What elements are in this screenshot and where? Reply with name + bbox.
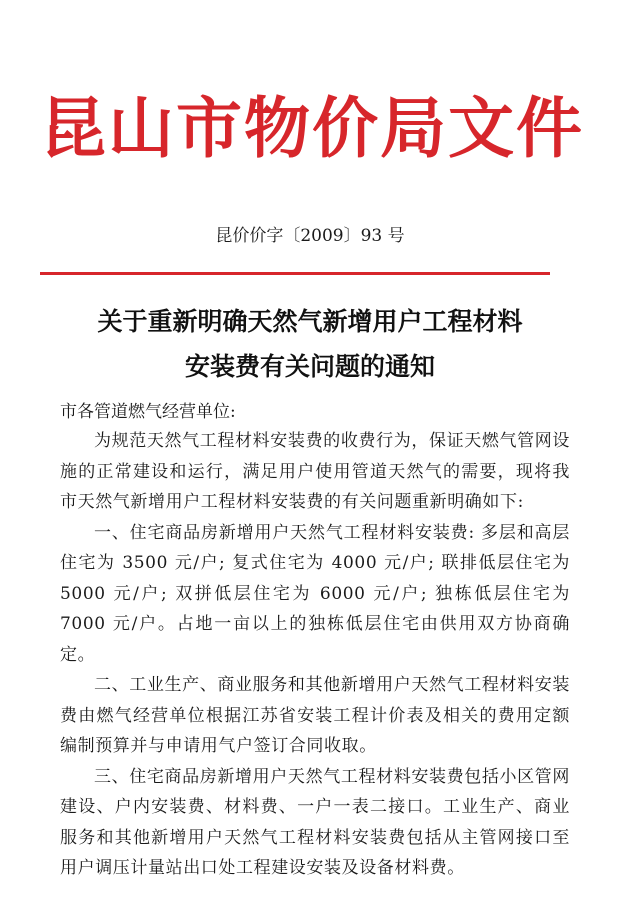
paragraph-item-3: 三、住宅商品房新增用户天然气工程材料安装费包括小区管网建设、户内安装费、材料费、一户一表二接口。工业生产、商业服务和其他新增用户天然气工程材料安装费包括从主管网接口至用户调压计量站出口处工程建设安装及设备材料费。 bbox=[60, 766, 570, 878]
issuer-header-title: 昆山市物价局文件 bbox=[40, 89, 584, 167]
paragraph-item-2: 二、工业生产、商业服务和其他新增用户天然气工程材料安装费由燃气经营单位根据江苏省安装工程计价表及相关的费用定额编制预算并与申请用气户签订合同收取。 bbox=[60, 675, 570, 756]
notice-title-line-2: 安装费有关问题的通知 bbox=[184, 352, 435, 381]
paragraph-intro: 为规范天然气工程材料安装费的收费行为，保证天燃气管网设施的正常建设和运行，满足用户使用管道天然气的需要，现将我市天然气新增用户工程材料安装费的有关问题重新明确如下: bbox=[60, 431, 570, 512]
document-number: 昆价价字〔2009〕93 号 bbox=[215, 226, 405, 246]
paragraph-item-1: 一、住宅商品房新增用户天然气工程材料安装费: 多层和高层住宅为 3500 元/户; 复式住宅为 4000 元/户; 联排低层住宅为 5000 元/户; 双拼低层住宅为 6000 元/户; 独栋低层住宅为 7000 元/户。占地一亩以上的独栋低层住宅由供用双方协商确定。 bbox=[60, 522, 570, 665]
salutation: 市各管道燃气经营单位: bbox=[60, 402, 236, 422]
red-divider-line bbox=[40, 272, 550, 275]
body-text bbox=[60, 426, 570, 884]
notice-title-line-1: 关于重新明确天然气新增用户工程材料 bbox=[97, 307, 523, 336]
